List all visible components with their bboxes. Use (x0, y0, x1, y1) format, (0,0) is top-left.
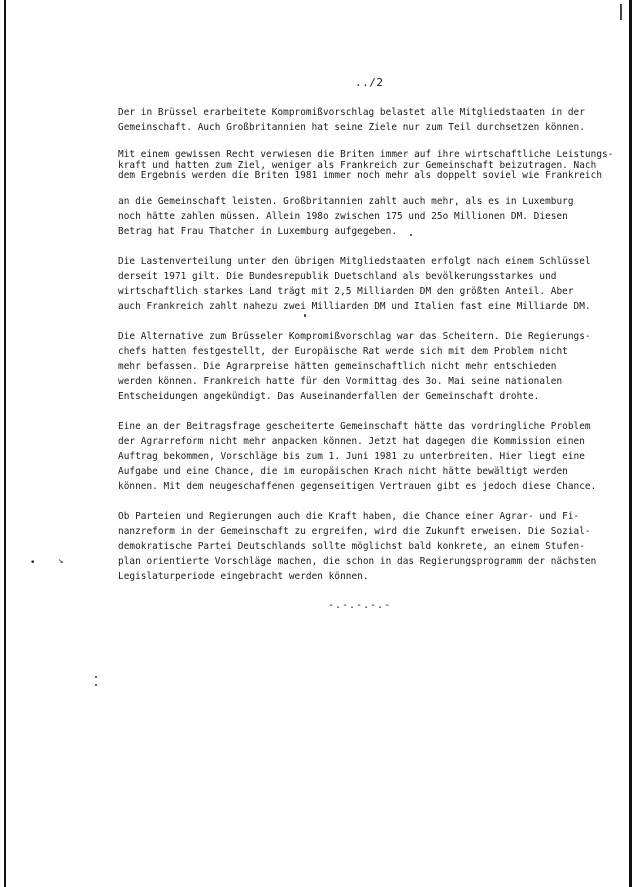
text-line: noch hätte zahlen müssen. Allein 198o zwischen 175 und 25o Millionen DM. Diesen (118, 210, 568, 222)
text-line: Die Alternative zum Brüsseler Kompromißvorschlag war das Scheitern. Die Regierungs- (118, 330, 591, 342)
text-line: derseit 1971 gilt. Die Bundesrepublik Duetschland als bevölkerungsstarkes und (118, 270, 557, 282)
text-line: Der in Brüssel erarbeitete Kompromißvorschlag belastet alle Mitgliedstaaten in der (118, 107, 585, 118)
text-line: demokratische Partei Deutschlands sollte möglichst bald konkrete, an einem Stufen- (118, 540, 585, 552)
text-line: der Agrarreform nicht mehr anpacken können. Jetzt hat dagegen die Kommission einen (118, 435, 585, 447)
text-line: wirtschaftlich starkes Land trägt mit 2,5 Milliarden DM den größten Anteil. Aber (118, 285, 574, 297)
text-line: Mit einem gewissen Recht verwiesen die Briten immer auf ihre wirtschaftliche Leistungs- (118, 149, 614, 160)
text-line: auch Frankreich zahlt nahezu zwei Milliarden DM und Italien fast eine Milliarde DM. (118, 300, 591, 312)
end-mark: -.-.-.-.- (328, 600, 392, 611)
text-line: mehr befassen. Die Agrarpreise hätten gemeinschaftlich nicht mehr entschieden (118, 360, 557, 372)
document-body (118, 105, 614, 599)
paragraph-4 (118, 329, 591, 404)
scan-speck (304, 314, 306, 317)
text-line: können. Mit dem neugeschaffenen gegenseitigen Vertrauen gibt es jedoch diese Chance. (118, 480, 597, 492)
text-line: an die Gemeinschaft leisten. Großbritannien zahlt auch mehr, als es in Luxemburg (118, 195, 574, 207)
text-line: werden können. Frankreich hatte für den Vormittag des 3o. Mai seine nationalen (118, 375, 563, 387)
scan-border-right (629, 0, 632, 887)
text-line: kraft und hatten zum Ziel, weniger als Frankreich zur Gemeinschaft beizutragen. Nach (118, 159, 597, 171)
text-line: plan orientierte Vorschläge machen, die schon in das Regierungsprogramm der nächsten (118, 555, 597, 567)
paragraph-2 (118, 149, 614, 239)
text-line: Eine an der Beitragsfrage gescheiterte Gemeinschaft hätte das vordringliche Problem (118, 420, 591, 432)
text-line: chefs hatten festgestellt, der Europäische Rat werde sich mit dem Problem nicht (118, 345, 568, 357)
paragraph-1 (118, 105, 585, 135)
text-line: Legislaturperiode eingebracht werden können. (118, 570, 369, 582)
paragraph-6 (118, 509, 597, 584)
margin-mark: • (30, 558, 36, 568)
text-line: nanzreform in der Gemeinschaft zu ergreifen, wird die Zukunft erweisen. Die Sozial- (118, 525, 591, 537)
margin-mark: ↘ (58, 556, 64, 566)
page-number: ../2 (355, 76, 384, 89)
text-line: Betrag hat Frau Thatcher in Luxemburg aufgegeben. (118, 225, 398, 237)
text-line: Entscheidungen angekündigt. Das Auseinanderfallen der Gemeinschaft drohte. (118, 390, 540, 402)
text-line: Aufgabe und eine Chance, die im europäischen Krach nicht hätte bewältigt werden (118, 465, 568, 477)
text-line: Ob Parteien und Regierungen auch die Kraft haben, die Chance einer Agrar- und Fi- (118, 510, 580, 522)
scan-speck (95, 684, 97, 686)
scan-border-left (4, 0, 6, 887)
text-line: dem Ergebnis werden die Briten 1981 immer noch mehr als doppelt soviel wie Frankreich (118, 170, 603, 181)
text-line: Gemeinschaft. Auch Großbritannien hat seine Ziele nur zum Teil durchsetzen können. (118, 122, 585, 133)
paragraph-3 (118, 254, 591, 314)
text-line: Die Lastenverteilung unter den übrigen Mitgliedstaaten erfolgt nach einem Schlüssel (118, 255, 591, 267)
scan-speck (410, 234, 412, 236)
scan-speck (95, 676, 97, 678)
text-line: Auftrag bekommen, Vorschläge bis zum 1. Juni 1981 zu unterbreiten. Hier liegt eine (118, 450, 585, 462)
paragraph-5 (118, 419, 597, 494)
scan-border-mark (620, 4, 622, 20)
